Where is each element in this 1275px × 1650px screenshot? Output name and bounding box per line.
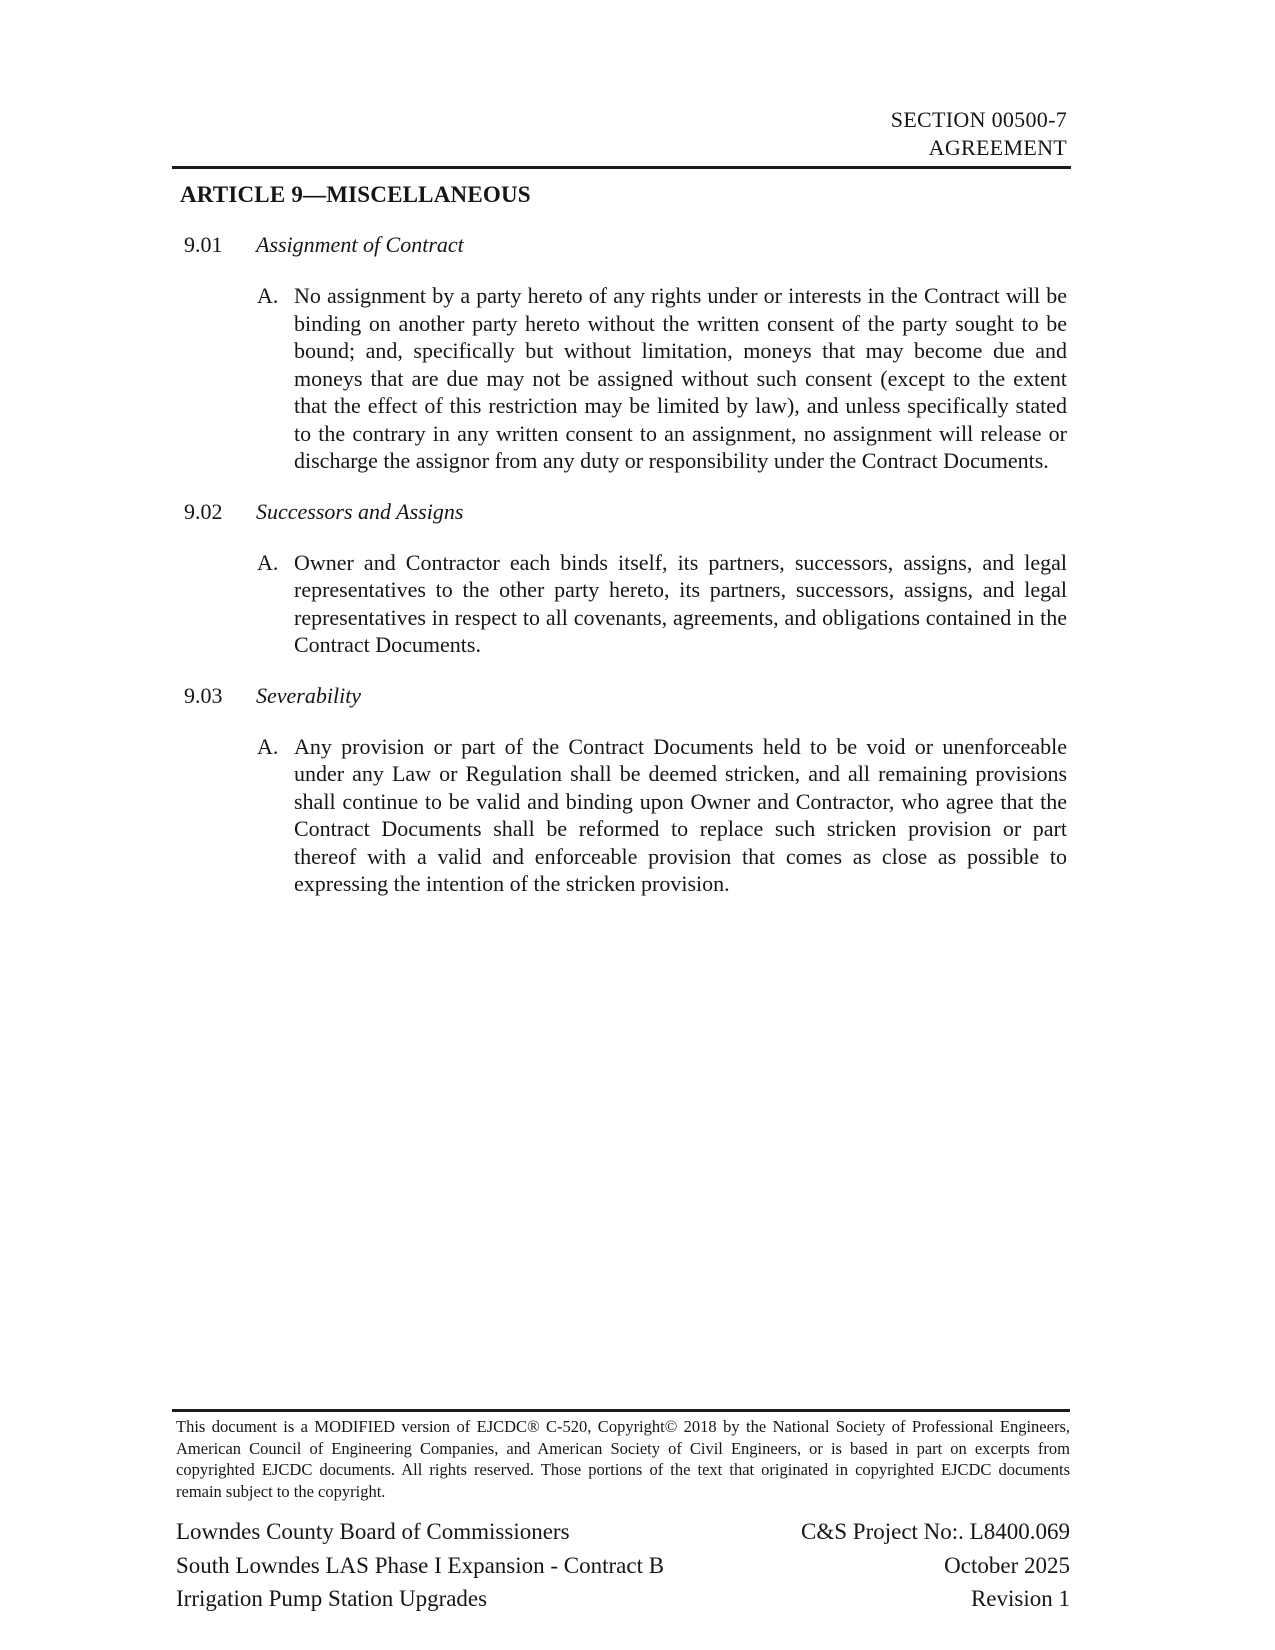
page-header bbox=[184, 106, 1067, 162]
project-subtitle: Irrigation Pump Station Upgrades bbox=[176, 1586, 488, 1611]
project-owner-block bbox=[176, 1515, 664, 1616]
section-title: Successors and Assigns bbox=[256, 498, 464, 524]
paragraph-label: A. bbox=[257, 733, 279, 759]
header-rule bbox=[172, 166, 1071, 169]
section-title: Severability bbox=[256, 682, 362, 708]
header-section-number: SECTION 00500-7 bbox=[890, 107, 1067, 132]
section-title: Assignment of Contract bbox=[256, 232, 464, 257]
paragraph-text: Owner and Contractor each binds itself, its partners, successors, assigns, and legal representatives to the other party hereto, its partners, successors, assigns, and legal representatives in respect to all covenants, agreements, and obligations contained in the Contract Documents. bbox=[294, 549, 1067, 657]
project-name: South Lowndes LAS Phase I Expansion - Contract B bbox=[176, 1552, 665, 1578]
section-9-01 bbox=[184, 231, 1067, 475]
paragraph-label: A. bbox=[257, 549, 279, 575]
copyright-disclaimer: This document is a MODIFIED version of EJCDC® C-520, Copyright© 2018 by the National Society of Professional Engineers, American Council of Engineering Companies, and American Society of Civil Engineers, or is based in part on excerpts from copyrighted EJCDC documents. All rights reserved. Those portions of the text that originated in copyrighted EJCDC documents remain subject to the copyright. bbox=[176, 1417, 1070, 1501]
section-heading bbox=[184, 682, 1067, 709]
paragraph bbox=[257, 733, 1067, 898]
header-document-title: AGREEMENT bbox=[928, 135, 1067, 160]
project-date: October 2025 bbox=[944, 1552, 1070, 1578]
section-number: 9.02 bbox=[184, 498, 223, 524]
section-heading bbox=[184, 498, 1067, 525]
paragraph-text: No assignment by a party hereto of any rights under or interests in the Contract will be binding on another party hereto without the written consent of the party sought to be bound; and, specifically but without limitation, moneys that may become due and moneys that are due may not be assigned without such consent (except to the extent that the effect of this restriction may be limited by law), and unless specifically stated to the contrary in any written consent to an assignment, no assignment will release or discharge the assignor from any duty or responsibility under the Contract Documents. bbox=[294, 283, 1067, 473]
project-meta-block bbox=[801, 1515, 1070, 1616]
project-info-block bbox=[176, 1515, 1070, 1616]
footer-rule bbox=[172, 1409, 1070, 1412]
paragraph-label: A. bbox=[257, 283, 279, 308]
article-title: ARTICLE 9—MISCELLANEOUS bbox=[180, 182, 531, 207]
paragraph bbox=[257, 282, 1067, 475]
section-number: 9.01 bbox=[184, 232, 223, 257]
section-heading bbox=[184, 231, 1067, 258]
paragraph bbox=[257, 549, 1067, 659]
section-9-03 bbox=[184, 682, 1067, 898]
section-number: 9.03 bbox=[184, 682, 223, 708]
project-revision: Revision 1 bbox=[970, 1586, 1070, 1611]
page-footer bbox=[176, 1409, 1070, 1616]
section-9-02 bbox=[184, 498, 1067, 659]
project-owner: Lowndes County Board of Commissioners bbox=[176, 1519, 570, 1544]
paragraph-text: Any provision or part of the Contract Documents held to be void or unenforceable under any Law or Regulation shall be deemed stricken, and all remaining provisions shall continue to be valid and binding upon Owner and Contractor, who agree that the Contract Documents shall be reformed to replace such stricken provision or part thereof with a valid and enforceable provision that comes as close as possible to expressing the intention of the stricken provision. bbox=[294, 733, 1067, 896]
project-number: C&S Project No:. L8400.069 bbox=[801, 1519, 1070, 1544]
